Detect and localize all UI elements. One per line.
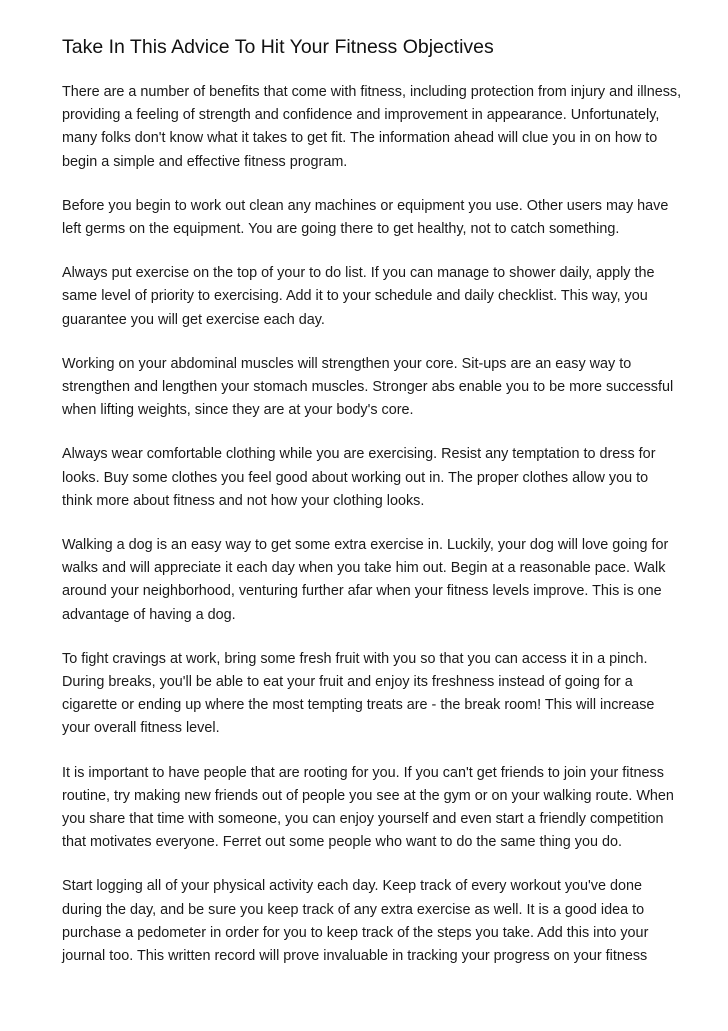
paragraph-priority: Always put exercise on the top of your to do list. If you can manage to shower daily, apply the same level of priority to exercising. Add it to your schedule and daily checklist. This way, you guarantee you will get exercise each day.: [62, 265, 655, 328]
paragraph-abdominal: Working on your abdominal muscles will strengthen your core. Sit-ups are an easy way to strengthen and lengthen your stomach muscles. Stronger abs enable you to be more successful when lifting weights, since they are at your body's core.: [62, 355, 674, 419]
paragraph-clean-equipment: Before you begin to work out clean any machines or equipment you use. Other users may have left germs on the equipment. You are going there to get healthy, not to catch something.: [62, 197, 669, 238]
document-title: Take In This Advice To Hit Your Fitness Objectives: [62, 36, 494, 58]
paragraph-dog-walking: Walking a dog is an easy way to get some extra exercise in. Luckily, your dog will love going for walks and will appreciate it each day when you take him out. Begin at a reasonable pace. Walk around your neighborhood, venturing further afar when your fitness levels improve. This is one advantage of having a dog.: [62, 537, 669, 623]
paragraph-intro: There are a number of benefits that come with fitness, including protection from injury and illness, providing a feeling of strength and confidence and improvement in appearance. Unfortunately, many folks don't know what it takes to get fit. The information ahead will clue you in on how to begin a simple and effective fitness program.: [62, 84, 682, 170]
paragraph-fruit: To fight cravings at work, bring some fresh fruit with you so that you can access it in a pinch. During breaks, you'll be able to eat your fruit and enjoy its freshness instead of going for a cigarette or ending up where the most tempting treats are - the break room! This will increase your overall fitness level.: [62, 650, 655, 737]
document-page: [62, 34, 682, 989]
paragraph-clothing: Always wear comfortable clothing while you are exercising. Resist any temptation to dress for looks. Buy some clothes you feel good about working out in. The proper clothes allow you to think more about fitness and not how your clothing looks.: [62, 446, 656, 509]
paragraph-support: It is important to have people that are rooting for you. If you can't get friends to join your fitness routine, try making new friends out of people you see at the gym or on your walking route. When you share that time with someone, you can enjoy yourself and even start a friendly competition that motivates everyone. Ferret out some people who want to do the same thing you do.: [62, 764, 674, 851]
paragraph-logging: Start logging all of your physical activity each day. Keep track of every workout you've done during the day, and be sure you keep track of any extra exercise as well. It is a good idea to purchase a pedometer in order for you to keep track of the steps you take. Add this into your journal too. This written record will prove invaluable in tracking your progress on your fitness: [62, 878, 649, 965]
